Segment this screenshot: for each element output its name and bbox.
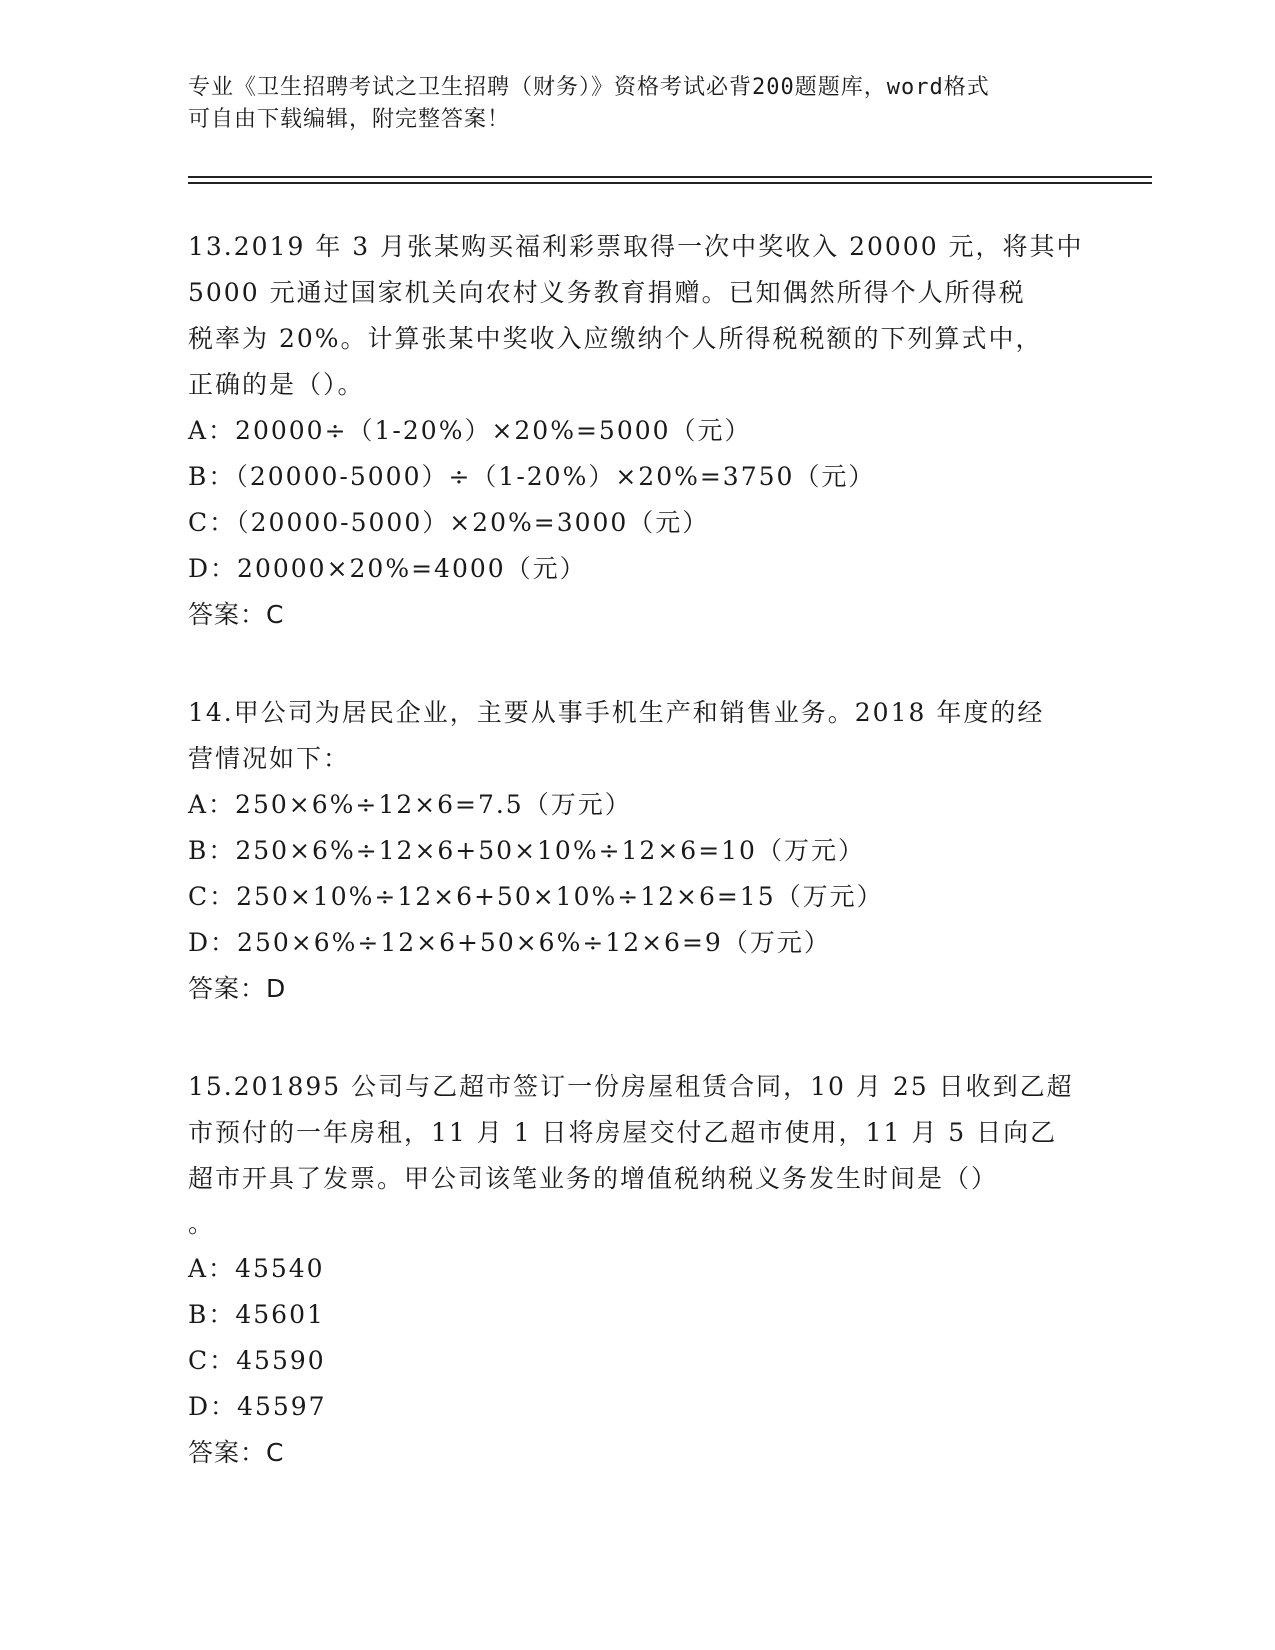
- answer: 答案：D: [188, 974, 287, 1003]
- question-stem-line: 14.甲公司为居民企业，主要从事手机生产和销售业务。2018 年度的经: [188, 698, 1045, 727]
- question-14: [188, 690, 1088, 1012]
- question-stem-line: 税率为 20%。计算张某中奖收入应缴纳个人所得税税额的下列算式中，: [188, 324, 1043, 353]
- option-b: B：45601: [188, 1300, 325, 1329]
- option-d: D：20000×20%=4000（元）: [188, 554, 587, 583]
- question-stem-line: 市预付的一年房租，11 月 1 日将房屋交付乙超市使用，11 月 5 日向乙: [188, 1118, 1058, 1147]
- header-title-line-2: 可自由下载编辑，附完整答案！: [188, 107, 511, 132]
- option-a: A：45540: [188, 1254, 325, 1283]
- question-stem-line: 超市开具了发票。甲公司该笔业务的增值税纳税义务发生时间是（）: [188, 1164, 999, 1193]
- option-c: C：250×10%÷12×6+50×10%÷12×6=15（万元）: [188, 882, 884, 911]
- option-c: C：（20000-5000）×20%=3000（元）: [188, 508, 710, 537]
- question-stem-line: 15.201895 公司与乙超市签订一份房屋租赁合同，10 月 25 日收到乙超: [188, 1072, 1074, 1101]
- header-divider-bottom: [188, 182, 1152, 184]
- answer: 答案：C: [188, 600, 285, 629]
- header-divider-top: [188, 176, 1152, 178]
- question-stem-line: 5000 元通过国家机关向农村义务教育捐赠。已知偶然所得个人所得税: [188, 278, 1026, 307]
- option-a: A：250×6%÷12×6=7.5（万元）: [188, 790, 632, 819]
- option-b: B：250×6%÷12×6+50×10%÷12×6=10（万元）: [188, 836, 865, 865]
- header-title-line-1: 专业《卫生招聘考试之卫生招聘（财务）》资格考试必背200题题库，word格式: [188, 75, 990, 100]
- option-d: D：45597: [188, 1392, 327, 1421]
- question-stem-line: 正确的是（）。: [188, 370, 365, 399]
- answer: 答案：C: [188, 1438, 285, 1467]
- document-header: [188, 72, 1088, 136]
- question-13: [188, 224, 1088, 638]
- question-stem-line: 营情况如下：: [188, 744, 351, 773]
- option-a: A：20000÷（1-20%）×20%=5000（元）: [188, 416, 752, 445]
- question-15: [188, 1064, 1088, 1476]
- option-b: B：（20000-5000）÷（1-20%）×20%=3750（元）: [188, 462, 876, 491]
- question-stem-line: 13.2019 年 3 月张某购买福利彩票取得一次中奖收入 20000 元，将其中: [188, 232, 1084, 261]
- question-stem-line: 。: [188, 1209, 216, 1238]
- option-d: D：250×6%÷12×6+50×6%÷12×6=9（万元）: [188, 928, 831, 957]
- option-c: C：45590: [188, 1346, 326, 1375]
